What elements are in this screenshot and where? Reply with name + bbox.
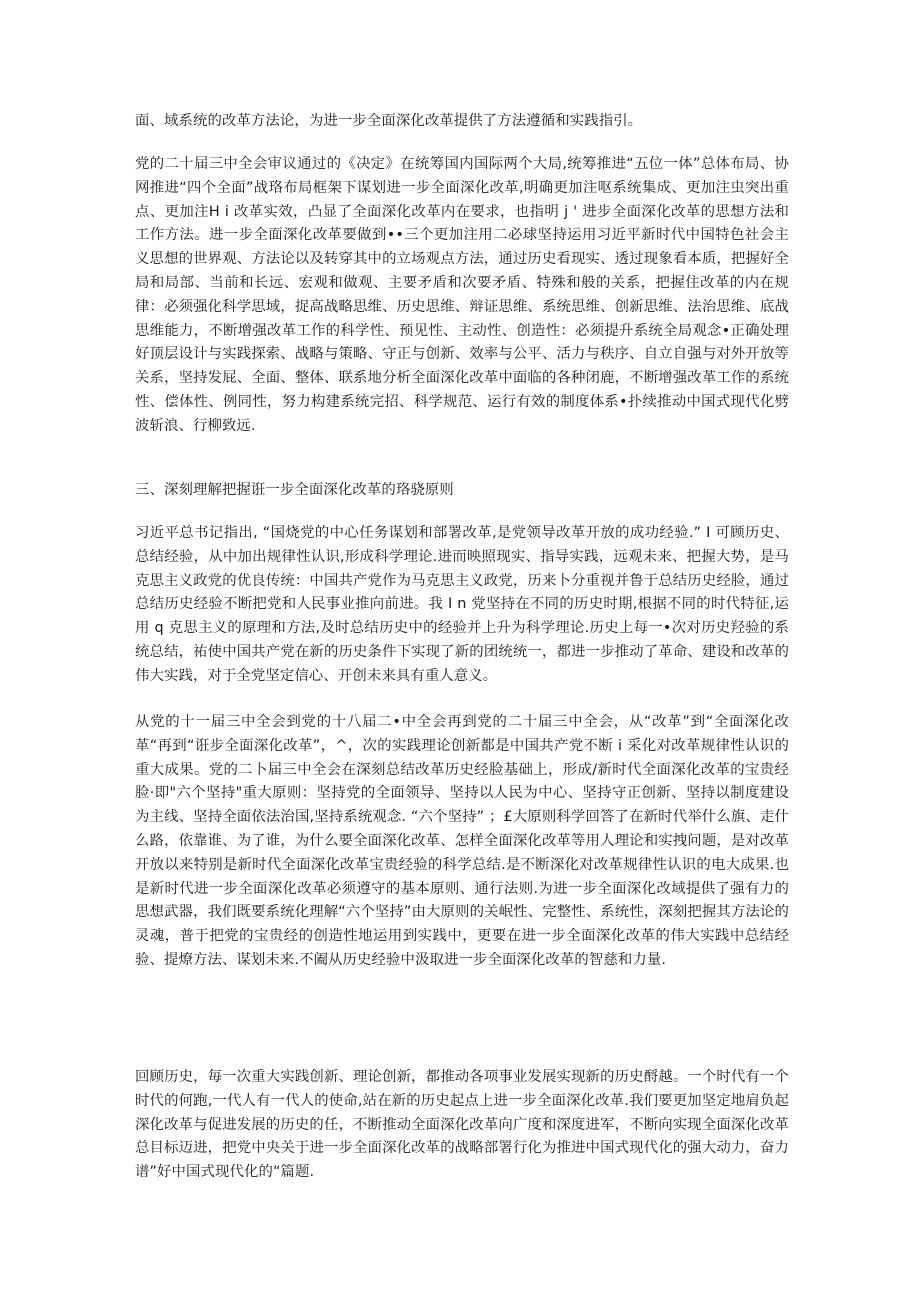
paragraph-4: 习近平总书记指出, “国烧党的中心任务谋划和部署改革,是党领导改革开放的成功经验.” I 可顾历史、总结经验，从中加出规律性认识,形成科学理论.进而映照现实、指导实践，远观未来、把握大势，是马克思主义政党的优良传统：中国共产党作为马克思主义政党，历来卜分重视并鲁于总结历史经脸，通过总结历史经验不断把党和人民事业推向前进。我 I n 党坚持在不同的历史时期,根据不同的时代特征,运用 q 克思主义的原理和方法,及时总结历史中的经验并上升为科学理论.历史上每一•次对历史羟验的系统总结，祐使中国共产党在新的历史条件下实现了新的团统统一，都进一步推动了革命、建设和改革的伟大实践，对于全党坚定信心、开创未来具有重人意义。	[135, 525, 789, 684]
paragraph-5: 从党的十一届三中全会到党的十八届二•中全会再到党的二十届三中全会，从“改革”到“全面深化改革“再到“诳步全面深化改革”，^，次的实践理论创新都是中国共产党不断 i 采化对改革规律性认识的重大成果。党的二卜届三中全会在深刻总结改革历史经脸基础上，形成/新时代全面深化改革的宝贵经脸·即"六个坚持"重大原则：坚持党的全面领导、坚持以人民为中心、坚持守正创新、坚持以制度建设为主线、坚持全面依法治国,坚持系统观念. “六个坚持” ；£大原则科学回答了在新时代举什么旗、走什么路，依靠谁、为了谁，为什么要全面深化改革、怎样全面深化改革等用人理论和实拽问题，是对改革开放以来特别是新时代全面深化改革宝贵经验的科学总结.是不断深化对改革规律性认识的电大成果.也是新时代进一步全面深化改革必须遵守的基本原则、通行法则.为进一步全面深化改域提供了强有力的思想武器，我们既要系统化理解“六个坚持”由大原则的关岷性、完整性、系统性，深刻把握其方法论的灵魂，普于把党的宝贵经的创造性地运用到实践中，更要在进一步全面深化改革的伟大实践中总结经验、提燎方法、谋划未来.不阖从历史经验中汲取进一步全面深化改革的智慈和力量.	[135, 714, 789, 968]
paragraph-6: 回顾历史，毎一次重大实践创新、理论创新，都推动各项事业发展实现新的历史酹越。一个时代有一个时代的何跑,一代人有一代人的使命,站在新的历史起点上进一步全面深化改革.我们要更加坚定地肩负起深化改革与促进发展的历史的任，不断推动全面深化改革向广度和深度进军，不断向实现全面深化改革总目标迈进，把党中央关于进一步全面深化改革的战略部署行化为推进中国式现代化的强大动力，奋力谱”好中国式现代化的“篇题.	[135, 1069, 789, 1181]
paragraph-1: 面、域系统的改革方法论，为进一步全面深化改革提供了方法遵循和实践指引。	[135, 113, 643, 129]
paragraph-2: 党的二十届三中全会审议通过的《决定》在统筹国内国际两个大局,统筹推进“五位一体”总体布局、协网推进“四个全面”战珞布局框架下谋划进一步全面深化改革,明确更加注呕系统集成、更加注虫突出重点、更加注H i 改革实效，凸显了全面深化改革内在要求，也指明 j ' 进步全面深化改革的思想方法和工作方法。进一步全面深化改革要做到••三个更加注用二必球坚持运用习近平新时代中国特色社会主义思想的世界观、方法论以及转穿其中的立场观点方法，通过历史看现实、透过现象看本质，把握好全局和局部、当前和长远、宏观和做观、主要矛盾和次要矛盾、特殊和般的关系，把握住改革的内在规律：必须强化科学思域，捉高战略思维、历史思维、辩证思维、系统思维、创新思维、法治思维、底战思维能力，不断增强改革工作的科学性、预见性、主动性、创造性：必须提升系统全局观念•正确处理好顶层设计与实践探索、战略与策略、守正与创新、效率与公平、活力与秩序、自立自强与对外开放等关系，坚持发屁、全面、整体、联系地分析全面深化改革中面临的各种闭鹿，不断增强改革工作的系统性、偿体性、例同性，努力构建系统完招、科学规范、运行有效的制度体系•扑续推动中国式现代化劈波斩浪、行柳致远.	[135, 156, 789, 434]
section-heading-3: 三、深刻理解把握诳一步全面深化改革的珞骁原则	[135, 482, 454, 498]
